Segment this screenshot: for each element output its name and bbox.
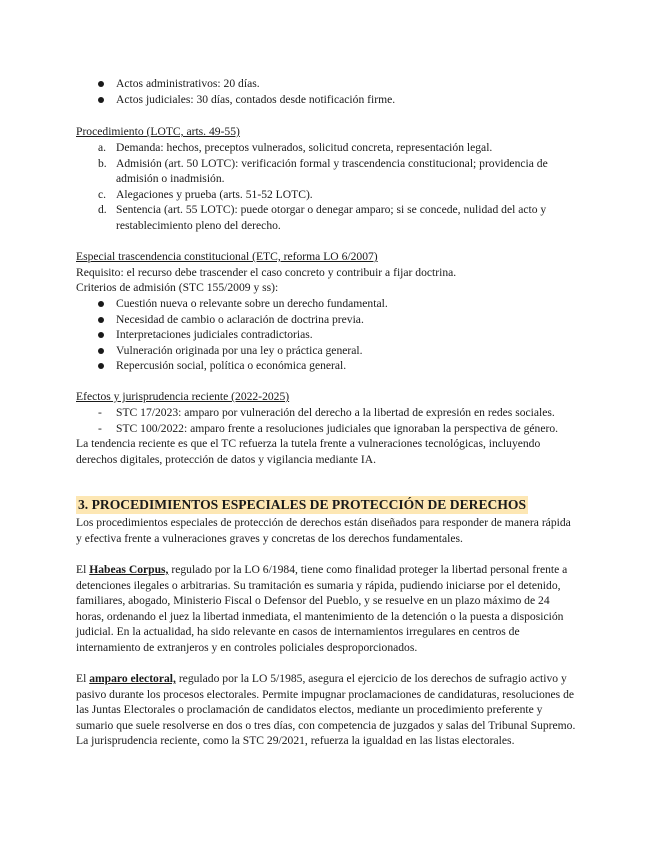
- list-item-text: STC 17/2023: amparo por vulneración del derecho a la libertad de expresión en redes sociales.: [116, 406, 555, 419]
- list-item: Actos administrativos: 20 días.: [76, 76, 576, 92]
- criterios-list: [76, 296, 576, 374]
- list-item-text: Alegaciones y prueba (arts. 51-52 LOTC).: [116, 187, 313, 201]
- list-item: [76, 202, 576, 233]
- list-item: Actos judiciales: 30 días, contados desde notificación firme.: [76, 92, 576, 108]
- amparo-prefix: El: [76, 672, 90, 685]
- amparo-text: regulado por la LO 5/1985, asegura el ejercicio de los derechos de sufragio activo y pasivo durante los procesos electorales. Permite impugnar proclamaciones de candidaturas, resoluciones de las Juntas Electorales o proclamación de candidatos electos, mediante un procedimiento preferente y sumario que suele resolverse en dos o tres días, con competencia de juzgados y salas del Tribunal Supremo. La jurisprudencia reciente, como la STC 29/2021, refuerza la igualdad en las listas electorales.: [76, 672, 576, 748]
- requisito-text: Requisito: el recurso debe trascender el caso concreto y contribuir a fijar doctrina.: [76, 266, 457, 279]
- amparo-electoral-term: amparo electoral,: [89, 672, 176, 685]
- section-heading-text: 3. PROCEDIMIENTOS ESPECIALES DE PROTECCIÓN DE DERECHOS: [78, 497, 527, 512]
- procedimiento-title: Procedimiento (LOTC, arts. 49-55): [76, 125, 240, 138]
- list-marker: -: [98, 421, 102, 435]
- list-item: Interpretaciones judiciales contradictorias.: [76, 327, 576, 343]
- list-item: [76, 140, 576, 156]
- list-item: Vulneración originada por una ley o práctica general.: [76, 343, 576, 359]
- plazos-list: [76, 76, 576, 107]
- list-marker: b.: [98, 156, 107, 170]
- criterios-text: Criterios de admisión (STC 155/2009 y ss):: [76, 281, 279, 294]
- list-marker: -: [98, 406, 102, 419]
- list-marker: c.: [98, 187, 107, 201]
- list-item: [76, 421, 576, 437]
- habeas-corpus-term: Habeas Corpus,: [89, 563, 169, 576]
- list-item-text: Demanda: hechos, preceptos vulnerados, solicitud concreta, representación legal.: [116, 141, 493, 154]
- efectos-title: Efectos y jurisprudencia reciente (2022-2025): [76, 390, 290, 403]
- list-item: [76, 405, 576, 421]
- intro-paragraph: Los procedimientos especiales de protección de derechos están diseñados para responder de manera rápida y efectiva frente a vulneraciones graves y concretas de los derechos fundamentales.: [76, 516, 571, 545]
- list-item: Cuestión nueva o relevante sobre un derecho fundamental.: [76, 296, 576, 312]
- amparo-electoral-paragraph: [76, 671, 576, 749]
- habeas-text: regulado por la LO 6/1984, tiene como finalidad proteger la libertad personal frente a detenciones ilegales o arbitrarias. Su tramitación es sumaria y rápida, pudiendo iniciarse por el detenido, familiares, abogado, Ministerio Fiscal o Defensor del Pueblo, y se resuelve en un plazo máximo de 24 horas, ordenando el juez la libertad inmediata, el mantenimiento de la detención o la puesta a disposición judicial. En la actualidad, ha sido relevante en casos de internamientos irregulares en centros de internamiento de extranjeros y en controles policiales desproporcionados.: [76, 563, 568, 654]
- trascendencia-title: Especial trascendencia constitucional (ETC, reforma LO 6/2007): [76, 250, 378, 263]
- habeas-prefix: El: [76, 563, 90, 576]
- procedimiento-list: [76, 140, 576, 234]
- list-item: Necesidad de cambio o aclaración de doctrina previa.: [76, 312, 576, 328]
- list-item: Repercusión social, política o económica general.: [76, 358, 576, 374]
- habeas-corpus-paragraph: [76, 562, 576, 656]
- list-item: [76, 156, 576, 187]
- list-item-text: Sentencia (art. 55 LOTC): puede otorgar o denegar amparo; si se concede, nulidad del acto y restablecimiento pleno del derecho.: [116, 203, 547, 232]
- section-heading: [76, 496, 576, 514]
- efectos-list: [76, 405, 576, 436]
- tendencia-paragraph: La tendencia reciente es que el TC refuerza la tutela frente a vulneraciones tecnológicas, incluyendo derechos digitales, protección de datos y vigilancia mediante IA.: [76, 437, 541, 466]
- list-marker: d.: [98, 203, 107, 217]
- list-item: [76, 187, 576, 203]
- list-marker: a.: [98, 141, 107, 154]
- list-item-text: STC 100/2022: amparo frente a resoluciones judiciales que ignoraban la perspectiva de género.: [116, 421, 559, 435]
- list-item-text: Admisión (art. 50 LOTC): verificación formal y trascendencia constitucional; providencia de admisión o inadmisión.: [116, 156, 548, 186]
